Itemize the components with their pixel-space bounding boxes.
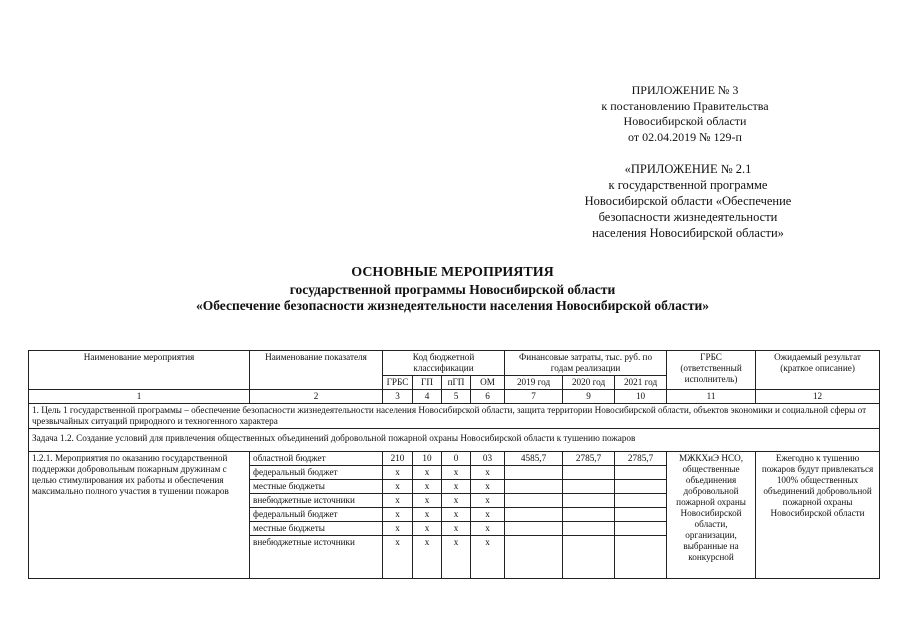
row-grbs: 210 (383, 452, 413, 466)
measures-table (28, 350, 880, 579)
row-om: х (471, 466, 505, 480)
expected-text: Ежегодно к тушению пожаров будут привлекаться 100% общественных объединений добровольной пожарной охраны Новосибирской области (756, 452, 880, 579)
header-finance: Финансовые затраты, тыс. руб. по годам реализации (505, 351, 667, 376)
row-pgp: х (442, 494, 471, 508)
col-number: 12 (756, 390, 880, 404)
row-2021 (615, 466, 667, 480)
col-number: 2 (250, 390, 383, 404)
row-gp: х (413, 536, 442, 579)
row-om: х (471, 522, 505, 536)
col-number: 6 (471, 390, 505, 404)
table-header-row (29, 351, 880, 376)
row-2020 (563, 522, 615, 536)
row-2020 (563, 466, 615, 480)
row-gp: х (413, 522, 442, 536)
row-om: х (471, 494, 505, 508)
row-pgp: х (442, 466, 471, 480)
row-2021 (615, 522, 667, 536)
appendix-2-1-line: Новосибирской области «Обеспечение (584, 194, 792, 208)
row-2021 (615, 494, 667, 508)
row-pgp: х (442, 508, 471, 522)
subheader-pgp: пГП (442, 376, 471, 390)
col-number: 7 (505, 390, 563, 404)
row-gp: х (413, 480, 442, 494)
row-indicator: местные бюджеты (250, 522, 383, 536)
row-om: х (471, 480, 505, 494)
row-2020: 2785,7 (563, 452, 615, 466)
col-number: 4 (413, 390, 442, 404)
row-grbs: х (383, 480, 413, 494)
row-2019 (505, 536, 563, 579)
row-2019: 4585,7 (505, 452, 563, 466)
row-indicator: федеральный бюджет (250, 466, 383, 480)
row-om: х (471, 536, 505, 579)
header-budget-code: Код бюджетной классификации (383, 351, 505, 376)
col-number: 9 (563, 390, 615, 404)
row-2019 (505, 480, 563, 494)
row-pgp: х (442, 480, 471, 494)
row-2021 (615, 480, 667, 494)
appendix-2-1-line: населения Новосибирской области» (592, 226, 784, 240)
row-indicator: федеральный бюджет (250, 508, 383, 522)
row-indicator: внебюджетные источники (250, 494, 383, 508)
appendix-3-line: к постановлению Правительства (601, 98, 769, 113)
header-expected: Ожидаемый результат (краткое описание) (756, 351, 880, 390)
row-om: х (471, 508, 505, 522)
row-indicator: областной бюджет (250, 452, 383, 466)
appendix-3-line: Новосибирской области (623, 114, 747, 128)
row-2020 (563, 536, 615, 579)
row-2019 (505, 466, 563, 480)
appendix-2-1-line: безопасности жизнедеятельности (598, 210, 778, 224)
row-2021 (615, 508, 667, 522)
subheader-2020: 2020 год (563, 376, 615, 390)
row-pgp: 0 (442, 452, 471, 466)
subheader-om: ОМ (471, 376, 505, 390)
row-gp: 10 (413, 452, 442, 466)
row-2020 (563, 508, 615, 522)
table-row (29, 452, 880, 466)
appendix-2-1-line: к государственной программе (608, 178, 768, 192)
row-indicator: местные бюджеты (250, 480, 383, 494)
row-grbs: х (383, 522, 413, 536)
col-number: 10 (615, 390, 667, 404)
row-2021 (615, 536, 667, 579)
row-grbs: х (383, 536, 413, 579)
row-2020 (563, 494, 615, 508)
appendix-3-line: от 02.04.2019 № 129-п (628, 129, 742, 144)
col-number: 3 (383, 390, 413, 404)
header-measure: Наименование мероприятия (29, 351, 250, 390)
task-row (29, 429, 880, 452)
row-2019 (505, 508, 563, 522)
row-gp: х (413, 466, 442, 480)
row-grbs: х (383, 494, 413, 508)
header-indicator: Наименование показателя (250, 351, 383, 390)
row-om: 03 (471, 452, 505, 466)
task-text: Задача 1.2. Создание условий для привлечения общественных объединений добровольной пожарной охраны Новосибирской области к тушению пожаров (29, 429, 880, 452)
row-pgp: х (442, 522, 471, 536)
subheader-grbs: ГРБС (383, 376, 413, 390)
row-gp: х (413, 508, 442, 522)
executor-text: МЖКХиЭ НСО, общественные объединения добровольной пожарной охраны Новосибирской области, организации, выбранные на конкурсной (667, 452, 756, 579)
goal-row (29, 404, 880, 429)
header-grbs: ГРБС (ответственный исполнитель) (667, 351, 756, 390)
appendix-2-1-line: «ПРИЛОЖЕНИЕ № 2.1 (624, 162, 752, 176)
row-2019 (505, 522, 563, 536)
col-number: 11 (667, 390, 756, 404)
title-main: ОСНОВНЫЕ МЕРОПРИЯТИЯ (351, 265, 554, 280)
appendix-3-line: ПРИЛОЖЕНИЕ № 3 (631, 83, 739, 97)
title-program-name: «Обеспечение безопасности жизнедеятельности населения Новосибирской области» (195, 298, 710, 313)
row-indicator: внебюджетные источники (250, 536, 383, 579)
row-2021: 2785,7 (615, 452, 667, 466)
row-grbs: х (383, 508, 413, 522)
subheader-gp: ГП (413, 376, 442, 390)
goal-text: 1. Цель 1 государственной программы – обеспечение безопасности жизнедеятельности населения Новосибирской области, защита территории Новосибирской области, объектов экономики и социальной сферы от чрезвычайных ситуаций природного и техногенного характера (29, 404, 880, 429)
appendix-3-block (560, 83, 810, 145)
document-title (0, 265, 905, 315)
column-number-row (29, 390, 880, 404)
row-2020 (563, 480, 615, 494)
measure-text: 1.2.1. Мероприятия по оказанию государственной поддержки добровольным пожарным дружинам с целью стимулирования их работы и обеспечения максимально полного участия в тушении пожаров (29, 452, 250, 579)
row-gp: х (413, 494, 442, 508)
appendix-2-1-block (548, 161, 828, 241)
col-number: 5 (442, 390, 471, 404)
title-program: государственной программы Новосибирской области (289, 281, 616, 297)
row-pgp: х (442, 536, 471, 579)
row-grbs: х (383, 466, 413, 480)
row-2019 (505, 494, 563, 508)
subheader-2019: 2019 год (505, 376, 563, 390)
col-number: 1 (29, 390, 250, 404)
subheader-2021: 2021 год (615, 376, 667, 390)
